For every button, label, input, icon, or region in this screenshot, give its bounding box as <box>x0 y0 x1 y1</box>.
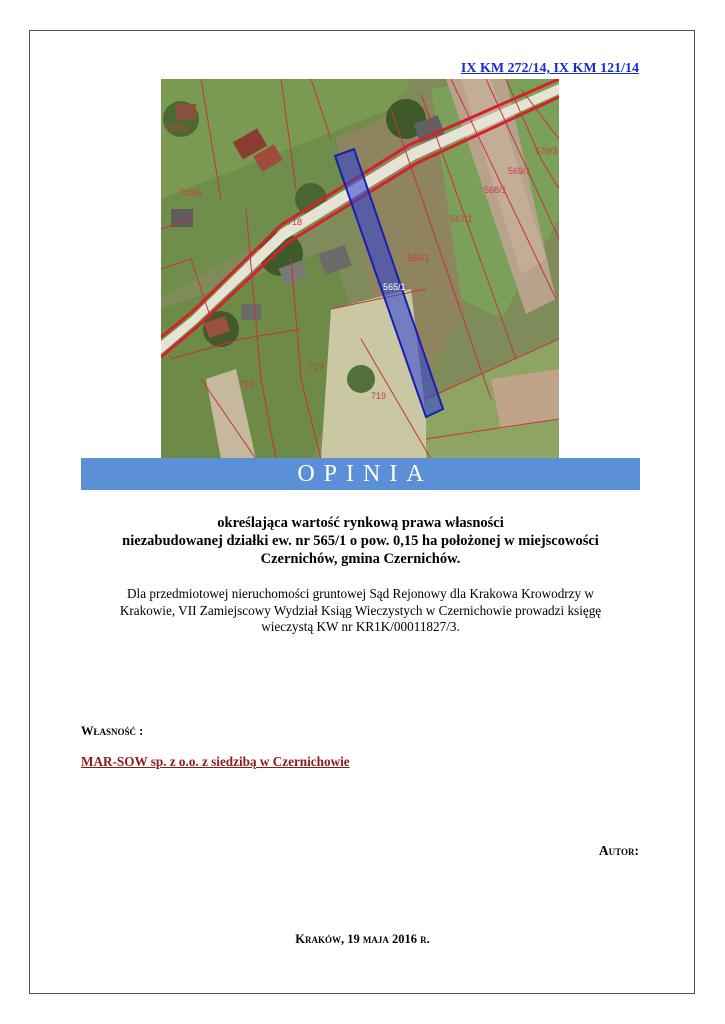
parcel-label: 710/5 <box>165 123 188 133</box>
paragraph-line: Krakowie, VII Zamiejscowy Wydział Ksiąg Wieczystych w Czernichowie prowadzi księgę <box>119 602 602 618</box>
paragraph-line: Dla przedmiotowej nieruchomości gruntowej Sąd Rejonowy dla Krakowa Krowodrzy w <box>127 586 594 601</box>
subtitle-line: niezabudowanej działki ew. nr 565/1 o pow. 0,15 ha położonej w miejscowości <box>122 533 599 549</box>
parcel-label: 719 <box>371 391 387 401</box>
parcel-label: 565/1 <box>383 282 406 292</box>
case-reference: IX KM 272/14, IX KM 121/14 <box>460 61 639 76</box>
parcel-label: 717 <box>309 362 325 372</box>
place-and-date: Kraków, 19 maja 2016 r. <box>295 932 430 946</box>
subtitle-line: określająca wartość rynkową prawa własności <box>217 515 504 531</box>
parcel-label: 710/6 <box>179 188 202 198</box>
parcel-label: 718 <box>287 217 303 227</box>
parcel-label: 568/1 <box>484 185 507 195</box>
paragraph-line: wieczystą KW nr KR1K/00011827/3. <box>261 619 460 634</box>
parcel-label: 569/1 <box>508 166 531 176</box>
parcel-label: 567/1 <box>450 214 473 224</box>
subtitle-line: Czernichów, gmina Czernichów. <box>260 551 461 567</box>
author-label: Autor: <box>598 843 639 858</box>
parcel-label: 570/3 <box>535 146 558 156</box>
document-subtitle <box>81 514 640 568</box>
parcel-label: 716 <box>239 379 255 389</box>
title-banner <box>81 458 640 490</box>
aerial-map <box>161 79 559 459</box>
ownership-label: Własność : <box>81 724 144 738</box>
land-register-paragraph <box>81 586 640 636</box>
parcel-label: 566/1 <box>407 253 430 263</box>
owner-name: MAR-SOW sp. z o.o. z siedzibą w Czernichowie <box>81 754 350 769</box>
document-title: OPINIA <box>297 460 433 487</box>
